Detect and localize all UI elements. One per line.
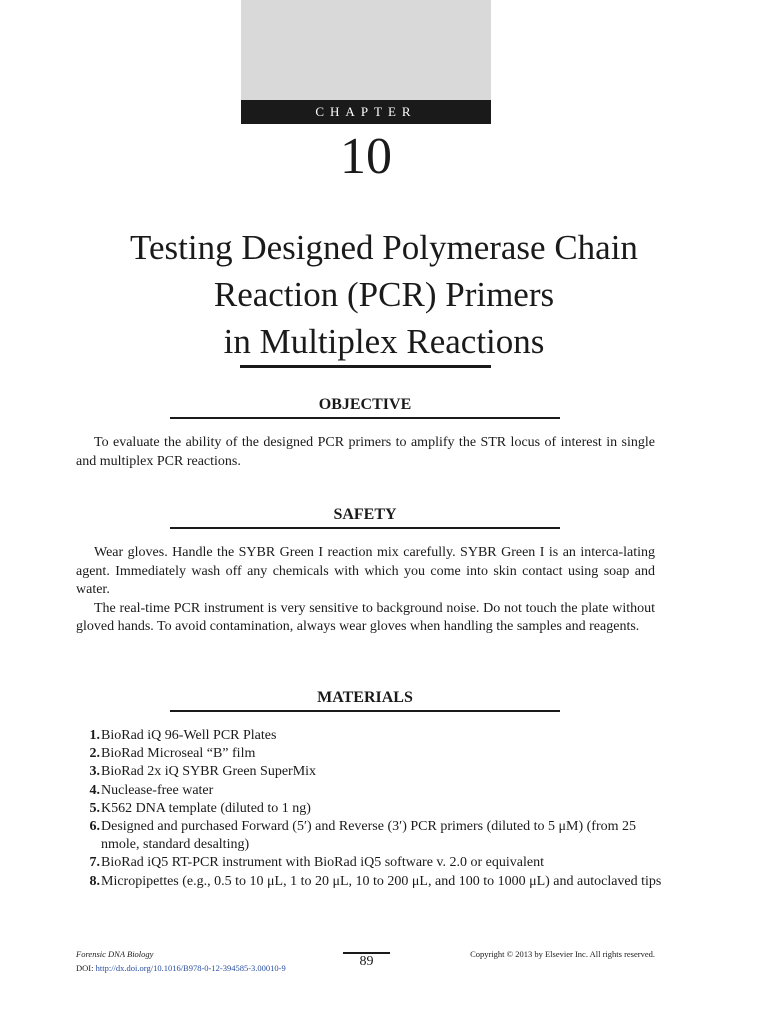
safety-text [76, 544, 655, 637]
chapter-number: 10 [340, 128, 392, 185]
safety-paragraph-1: Wear gloves. Handle the SYBR Green I reaction mix carefully. SYBR Green I is an interca-lating agent. Immediately wash off any chemicals with which you come into skin contact using soap and water. [76, 545, 655, 597]
list-item: 6. Designed and purchased Forward (5′) and Reverse (3′) PCR primers (diluted to 5 μM) (from 25 nmole, standard desalting) [89, 819, 637, 853]
copyright-notice: Copyright © 2013 by Elsevier Inc. All rights reserved. [470, 949, 655, 959]
safety-divider [170, 527, 560, 529]
materials-divider [170, 710, 560, 712]
safety-heading: SAFETY [333, 506, 397, 523]
page-number: 89 [359, 954, 374, 969]
journal-name: Forensic DNA Biology [76, 949, 154, 959]
list-item: 4. Nuclease-free water [89, 782, 214, 798]
doi-line [76, 961, 336, 975]
doi-label: DOI: [76, 963, 96, 973]
list-item: 8. Micropipettes (e.g., 0.5 to 10 μL, 1 to 20 μL, 10 to 200 μL, and 100 to 1000 μL) and autoclaved tips [89, 873, 662, 889]
list-item: 1. BioRad iQ 96-Well PCR Plates [89, 728, 277, 743]
chapter-header-block [241, 0, 491, 100]
objective-paragraph: To evaluate the ability of the designed PCR primers to amplify the STR locus of interest in single and multiplex PCR reactions. [76, 435, 655, 469]
title-divider [240, 365, 491, 368]
objective-divider [170, 417, 560, 419]
chapter-title-line-3: in Multiplex Reactions [223, 322, 545, 361]
materials-list [76, 727, 666, 891]
footer-citation [76, 947, 336, 975]
list-item: 2. BioRad Microseal “B” film [89, 746, 256, 762]
materials-heading: MATERIALS [317, 689, 413, 706]
doi-link[interactable]: http://dx.doi.org/10.1016/B978-0-12-394585-3.00010-9 [95, 963, 286, 973]
chapter-title [40, 224, 728, 365]
chapter-title-line-1: Testing Designed Polymerase Chain [130, 228, 638, 267]
chapter-title-line-2: Reaction (PCR) Primers [213, 275, 555, 314]
list-item: 7. BioRad iQ5 RT-PCR instrument with BioRad iQ5 software v. 2.0 or equivalent [89, 855, 544, 871]
chapter-label: CHAPTER [241, 100, 491, 124]
objective-text [76, 434, 655, 471]
safety-paragraph-2: The real-time PCR instrument is very sensitive to background noise. Do not touch the plate without gloved hands. To avoid contamination, always wear gloves when handling the samples and reagents. [76, 600, 655, 634]
list-item: 5. K562 DNA template (diluted to 1 ng) [89, 800, 311, 816]
list-item: 3. BioRad 2x iQ SYBR Green SuperMix [89, 764, 317, 780]
objective-heading: OBJECTIVE [318, 396, 412, 413]
